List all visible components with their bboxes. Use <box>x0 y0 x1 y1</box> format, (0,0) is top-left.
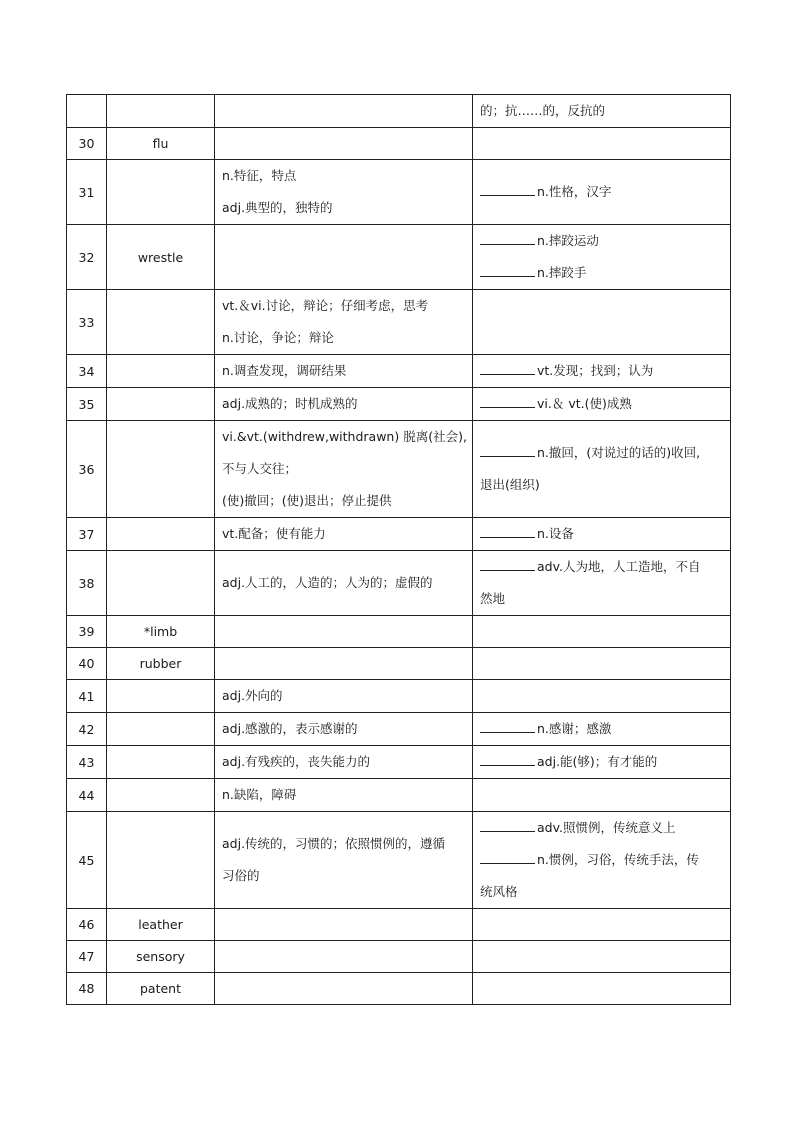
derived-word-cell <box>473 713 731 746</box>
derived-word-cell <box>473 290 731 355</box>
derived-word-cell <box>473 973 731 1005</box>
derived-line <box>480 583 724 615</box>
chinese-meaning-cell <box>215 909 473 941</box>
derived-line <box>480 713 724 745</box>
fill-in-blank[interactable] <box>480 524 535 538</box>
table-row <box>67 355 731 388</box>
meaning-line: adj.外向的 <box>222 688 283 703</box>
fill-in-blank[interactable] <box>480 752 535 766</box>
table-row <box>67 680 731 713</box>
table-row <box>67 909 731 941</box>
row-number-cell: 48 <box>67 973 107 1005</box>
row-number-cell: 35 <box>67 388 107 421</box>
derived-word-cell <box>473 551 731 616</box>
meaning-line: adj.典型的，独特的 <box>222 200 333 215</box>
derived-word-cell <box>473 616 731 648</box>
english-word-cell <box>107 518 215 551</box>
derived-text: n.设备 <box>537 526 574 541</box>
derived-word-cell <box>473 648 731 680</box>
chinese-meaning-cell <box>215 713 473 746</box>
row-number-cell: 42 <box>67 713 107 746</box>
fill-in-blank[interactable] <box>480 818 535 832</box>
chinese-meaning-cell <box>215 779 473 812</box>
derived-word-cell <box>473 518 731 551</box>
chinese-meaning-cell <box>215 290 473 355</box>
table-row <box>67 779 731 812</box>
derived-text: n.摔跤手 <box>537 265 587 280</box>
derived-line <box>480 876 724 908</box>
fill-in-blank[interactable] <box>480 719 535 733</box>
english-word-cell <box>107 551 215 616</box>
english-word-cell <box>107 746 215 779</box>
derived-line <box>480 225 724 257</box>
chinese-meaning-cell <box>215 746 473 779</box>
meaning-line: 习俗的 <box>222 868 260 883</box>
fill-in-blank[interactable] <box>480 850 535 864</box>
derived-text: n.撤回，(对说过的话的)收回, <box>537 445 701 460</box>
derived-line <box>480 355 724 387</box>
english-word-cell: leather <box>107 909 215 941</box>
table-row <box>67 518 731 551</box>
chinese-meaning-cell <box>215 128 473 160</box>
table-row <box>67 648 731 680</box>
derived-word-cell <box>473 680 731 713</box>
meaning-line: n.特征，特点 <box>222 168 297 183</box>
row-number-cell: 40 <box>67 648 107 680</box>
derived-word-cell <box>473 160 731 225</box>
english-word-cell <box>107 290 215 355</box>
fill-in-blank[interactable] <box>480 394 535 408</box>
row-number-cell: 45 <box>67 812 107 909</box>
row-number-cell: 39 <box>67 616 107 648</box>
row-number-cell: 41 <box>67 680 107 713</box>
derived-text: n.惯例，习俗，传统手法，传 <box>537 852 699 867</box>
derived-line <box>480 176 724 208</box>
english-word-cell: rubber <box>107 648 215 680</box>
derived-line <box>480 746 724 778</box>
chinese-meaning-cell <box>215 388 473 421</box>
english-word-cell: sensory <box>107 941 215 973</box>
derived-word-cell <box>473 779 731 812</box>
english-word-cell: *limb <box>107 616 215 648</box>
derived-word-cell <box>473 225 731 290</box>
meaning-line: (使)撤回；(使)退出；停止提供 <box>222 493 392 508</box>
row-number-cell: 30 <box>67 128 107 160</box>
derived-text: 统风格 <box>480 884 518 899</box>
meaning-line: adj.有残疾的，丧失能力的 <box>222 754 371 769</box>
derived-text: n.感谢；感激 <box>537 721 612 736</box>
meaning-line: adj.人工的，人造的；人为的；虚假的 <box>222 575 433 590</box>
english-word-cell <box>107 812 215 909</box>
derived-line <box>480 388 724 420</box>
derived-line <box>480 95 724 127</box>
chinese-meaning-cell <box>215 355 473 388</box>
fill-in-blank[interactable] <box>480 557 535 571</box>
derived-line <box>480 469 724 501</box>
derived-text: 的；抗……的，反抗的 <box>480 103 606 118</box>
table-row <box>67 812 731 909</box>
table-row <box>67 95 731 128</box>
row-number-cell: 36 <box>67 421 107 518</box>
row-number-cell: 33 <box>67 290 107 355</box>
row-number-cell: 37 <box>67 518 107 551</box>
table-row <box>67 160 731 225</box>
english-word-cell <box>107 680 215 713</box>
chinese-meaning-cell <box>215 812 473 909</box>
derived-word-cell <box>473 421 731 518</box>
english-word-cell <box>107 713 215 746</box>
chinese-meaning-cell <box>215 941 473 973</box>
chinese-meaning-cell <box>215 551 473 616</box>
derived-text: vt.发现；找到；认为 <box>537 363 654 378</box>
derived-word-cell <box>473 746 731 779</box>
table-row <box>67 128 731 160</box>
table-row <box>67 388 731 421</box>
chinese-meaning-cell <box>215 973 473 1005</box>
table-row <box>67 713 731 746</box>
fill-in-blank[interactable] <box>480 182 535 196</box>
derived-word-cell <box>473 941 731 973</box>
fill-in-blank[interactable] <box>480 361 535 375</box>
derived-text: 退出(组织) <box>480 477 540 492</box>
meaning-line: n.缺陷，障碍 <box>222 787 297 802</box>
row-number-cell: 38 <box>67 551 107 616</box>
table-row <box>67 746 731 779</box>
derived-line <box>480 812 724 844</box>
fill-in-blank[interactable] <box>480 231 535 245</box>
fill-in-blank[interactable] <box>480 263 535 277</box>
chinese-meaning-cell <box>215 160 473 225</box>
derived-word-cell <box>473 95 731 128</box>
chinese-meaning-cell <box>215 648 473 680</box>
table-row <box>67 421 731 518</box>
table-row <box>67 616 731 648</box>
meaning-line: adj.感激的，表示感谢的 <box>222 721 358 736</box>
row-number-cell: 32 <box>67 225 107 290</box>
vocabulary-table-body <box>67 95 731 1005</box>
english-word-cell: patent <box>107 973 215 1005</box>
vocabulary-table <box>66 94 731 1005</box>
table-row <box>67 225 731 290</box>
meaning-line: vi.&vt.(withdrew,withdrawn) 脱离(社会), <box>222 429 467 444</box>
row-number-cell: 46 <box>67 909 107 941</box>
derived-text: adv.照惯例，传统意义上 <box>537 820 676 835</box>
row-number-cell <box>67 95 107 128</box>
english-word-cell: flu <box>107 128 215 160</box>
table-row <box>67 551 731 616</box>
table-row <box>67 973 731 1005</box>
chinese-meaning-cell <box>215 518 473 551</box>
derived-text: 然地 <box>480 591 506 606</box>
english-word-cell <box>107 95 215 128</box>
english-word-cell <box>107 355 215 388</box>
meaning-line: vt.配备；使有能力 <box>222 526 326 541</box>
fill-in-blank[interactable] <box>480 443 535 457</box>
derived-word-cell <box>473 128 731 160</box>
row-number-cell: 44 <box>67 779 107 812</box>
chinese-meaning-cell <box>215 680 473 713</box>
table-row <box>67 941 731 973</box>
chinese-meaning-cell <box>215 421 473 518</box>
meaning-line: 不与人交往； <box>222 461 298 476</box>
derived-word-cell <box>473 909 731 941</box>
derived-line <box>480 437 724 469</box>
row-number-cell: 34 <box>67 355 107 388</box>
meaning-line: adj.成熟的；时机成熟的 <box>222 396 358 411</box>
derived-text: adj.能(够)；有才能的 <box>537 754 658 769</box>
derived-line <box>480 518 724 550</box>
english-word-cell <box>107 160 215 225</box>
meaning-line: n.调查发现，调研结果 <box>222 363 347 378</box>
english-word-cell <box>107 388 215 421</box>
chinese-meaning-cell <box>215 225 473 290</box>
table-row <box>67 290 731 355</box>
derived-word-cell <box>473 388 731 421</box>
meaning-line: n.讨论，争论；辩论 <box>222 330 334 345</box>
meaning-line: vt.＆vi.讨论，辩论；仔细考虑，思考 <box>222 298 429 313</box>
derived-line <box>480 844 724 876</box>
chinese-meaning-cell <box>215 616 473 648</box>
meaning-line: adj.传统的，习惯的；依照惯例的，遵循 <box>222 836 446 851</box>
derived-word-cell <box>473 812 731 909</box>
row-number-cell: 31 <box>67 160 107 225</box>
english-word-cell <box>107 779 215 812</box>
derived-line <box>480 257 724 289</box>
english-word-cell <box>107 421 215 518</box>
derived-text: vi.＆ vt.(使)成熟 <box>537 396 632 411</box>
chinese-meaning-cell <box>215 95 473 128</box>
derived-line <box>480 551 724 583</box>
derived-text: adv.人为地，人工造地，不自 <box>537 559 701 574</box>
english-word-cell: wrestle <box>107 225 215 290</box>
row-number-cell: 47 <box>67 941 107 973</box>
derived-text: n.性格，汉字 <box>537 184 612 199</box>
row-number-cell: 43 <box>67 746 107 779</box>
derived-word-cell <box>473 355 731 388</box>
derived-text: n.摔跤运动 <box>537 233 599 248</box>
